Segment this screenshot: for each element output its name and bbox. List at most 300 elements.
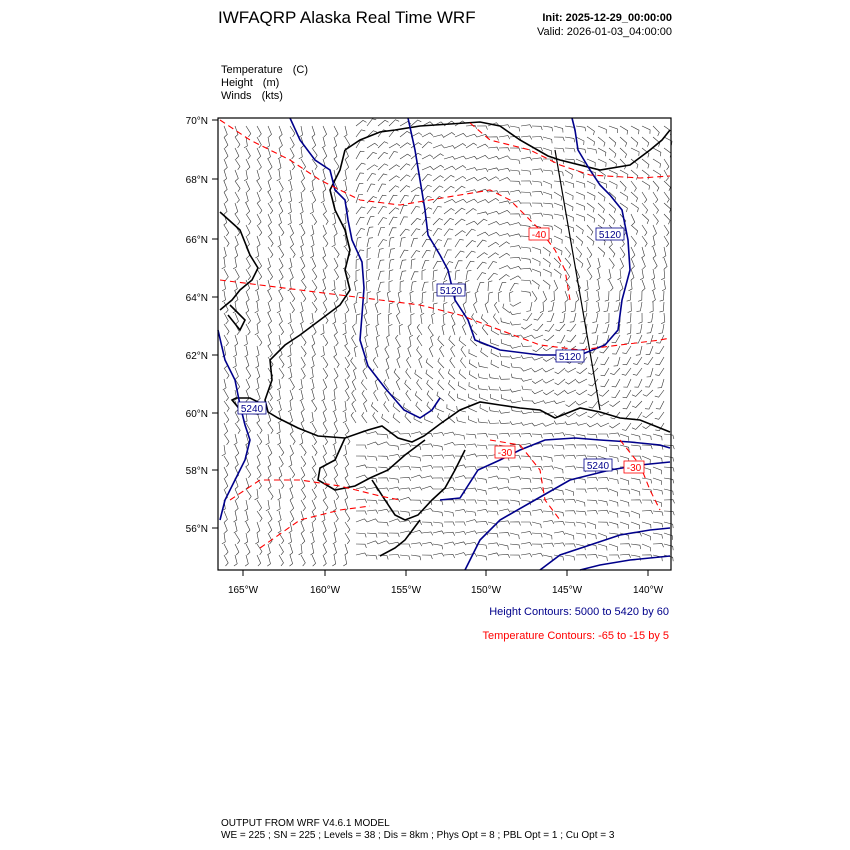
wind-barb (345, 533, 350, 544)
wind-barb (301, 225, 305, 236)
wind-barb (356, 259, 360, 269)
wind-barb (367, 541, 378, 544)
wind-barb (367, 533, 377, 538)
wind-barb (488, 177, 499, 181)
wind-barb (466, 241, 476, 248)
wind-barb (333, 500, 336, 511)
wind-barb (343, 555, 346, 566)
wind-barb (411, 432, 422, 435)
wind-barb (378, 533, 388, 537)
wind-barb (510, 302, 521, 306)
wind-barb (643, 412, 653, 418)
height-label-1: 5120 (598, 230, 622, 241)
wind-barb (477, 240, 487, 247)
wind-barb (301, 291, 306, 302)
wind-barb (343, 445, 346, 456)
wind-barb (455, 510, 466, 513)
wind-barb (499, 533, 510, 537)
wind-barb (499, 487, 510, 490)
wind-barb (301, 511, 304, 522)
wind-barb (288, 401, 291, 412)
wind-barb (510, 148, 520, 152)
wind-barb (554, 192, 562, 201)
wind-barb (554, 280, 558, 291)
wind-barb (653, 434, 662, 440)
wind-barb (367, 119, 376, 126)
wind-barb (300, 313, 303, 324)
wind-barb (554, 531, 565, 534)
wind-barb (543, 478, 552, 484)
wind-barb (662, 280, 665, 291)
wind-barb (491, 360, 499, 368)
wind-barb (334, 379, 337, 390)
wind-barb (312, 291, 317, 302)
wind-barb (648, 313, 653, 323)
wind-barb (437, 392, 444, 401)
wind-barb (499, 521, 510, 525)
wind-barb (628, 302, 632, 313)
height-label-2: 5120 (439, 286, 463, 297)
wind-barb (224, 148, 228, 159)
wind-barb (321, 346, 325, 357)
wind-barb (255, 489, 259, 500)
wind-barb (279, 258, 283, 269)
wind-barb (224, 225, 229, 236)
wind-barb (290, 302, 295, 313)
wind-barb (587, 533, 596, 539)
wind-barb (246, 368, 251, 379)
wind-barb (636, 324, 642, 334)
wind-barb (598, 192, 605, 201)
wind-barb (455, 219, 465, 225)
wind-barb (323, 489, 326, 500)
wind-barb (501, 318, 510, 324)
wind-barb (543, 400, 554, 403)
wind-barb (609, 511, 618, 518)
wind-barb (477, 555, 487, 560)
wind-barb (656, 401, 664, 409)
wind-barb (411, 120, 421, 126)
latitude-ticks (186, 116, 218, 535)
wind-barb (257, 467, 261, 478)
wind-barb (609, 126, 618, 133)
wind-barb (466, 467, 477, 471)
wind-barb (256, 170, 259, 181)
wind-barb (400, 175, 410, 181)
wind-barb (311, 390, 314, 401)
wind-barb (234, 522, 237, 533)
wind-barb (356, 184, 363, 192)
wind-barb (268, 511, 272, 522)
wind-barb (301, 335, 306, 346)
wind-barb (224, 269, 228, 280)
wind-barb (521, 192, 531, 196)
wind-barb (334, 148, 337, 159)
height-label-5: 5240 (586, 461, 610, 472)
wind-barb (363, 368, 367, 379)
wind-barb (268, 247, 273, 258)
wind-barb (576, 181, 585, 188)
wind-barb (422, 532, 433, 536)
wind-barb (433, 544, 443, 549)
wind-barb (245, 500, 248, 511)
wind-barb (255, 324, 258, 335)
wind-barb (279, 555, 284, 566)
wind-barb (576, 401, 587, 405)
wind-barb (623, 379, 631, 387)
wind-barb (488, 198, 499, 203)
wind-barb (255, 533, 258, 544)
wind-barb (310, 522, 313, 533)
wind-barb (428, 324, 433, 335)
wind-barb (312, 302, 317, 313)
wind-barb (257, 522, 260, 533)
wind-barb (245, 511, 248, 522)
wind-barb (576, 533, 586, 539)
wind-barb (499, 554, 510, 558)
wind-barb (310, 181, 313, 192)
wind-barb (235, 335, 238, 346)
wind-barb (367, 432, 378, 435)
wind-barb (323, 467, 327, 478)
wind-barb (565, 533, 574, 540)
wind-barb (422, 486, 433, 489)
wind-barb (510, 466, 521, 470)
wind-barb (593, 335, 599, 345)
wind-barb (644, 357, 653, 364)
wind-barb (587, 258, 591, 269)
wind-barb (288, 357, 292, 368)
wind-barb (664, 170, 668, 181)
wind-barb (444, 209, 455, 215)
wind-barb (288, 170, 291, 181)
wind-barb (356, 194, 363, 203)
wind-barb (378, 442, 389, 445)
wind-barb (510, 522, 521, 526)
wind-barb (576, 258, 583, 268)
wind-barb (521, 467, 531, 471)
wind-barb (334, 522, 337, 533)
wind-barb (466, 500, 477, 504)
wind-barb (422, 239, 431, 247)
wind-barb (400, 206, 407, 214)
wind-barb (378, 174, 387, 181)
wind-barb (620, 500, 629, 507)
wind-barb (576, 455, 587, 459)
wind-barb (334, 247, 339, 258)
wind-barb (300, 434, 303, 445)
wind-barb (521, 378, 532, 381)
wind-barb (605, 291, 609, 301)
wind-barb (367, 238, 373, 247)
wind-barb (400, 229, 410, 236)
wind-barb (300, 390, 303, 401)
wind-barb (576, 214, 585, 221)
wind-barb (301, 346, 306, 357)
wind-barb (510, 500, 520, 505)
wind-barb (345, 368, 350, 379)
wind-barb (620, 126, 628, 135)
wind-barb (246, 148, 250, 159)
wind-barb (610, 368, 620, 375)
wind-barb (587, 247, 592, 258)
wind-barb (312, 489, 316, 500)
wind-barb (598, 247, 605, 257)
wind-barb (532, 423, 543, 426)
wind-barb (290, 511, 294, 522)
wind-barb (268, 291, 272, 302)
wind-barb (543, 214, 553, 219)
wind-barb (466, 199, 477, 203)
wind-barb (301, 456, 306, 467)
wind-barb (433, 145, 444, 148)
wind-barb (386, 368, 389, 379)
wind-barb (257, 236, 260, 247)
wind-barb (343, 313, 347, 324)
wind-barb (532, 522, 541, 528)
wind-barb (576, 225, 583, 234)
wind-barb (571, 302, 576, 312)
wind-barb (653, 225, 657, 236)
wind-barb (257, 159, 261, 170)
wind-barb (587, 500, 597, 504)
wind-barb (609, 181, 617, 189)
wind-barb (604, 302, 609, 312)
wind-barb (367, 510, 378, 514)
wind-barb (389, 195, 397, 203)
wind-barb (365, 302, 368, 313)
wind-barb (642, 522, 651, 528)
temperature-label-2: -30 (497, 448, 513, 459)
wind-barb (661, 269, 665, 280)
wind-barb (451, 313, 455, 324)
wind-barb (334, 467, 338, 478)
wind-barb (244, 335, 248, 346)
wind-barb (477, 445, 487, 449)
longitude-label: 150°W (470, 585, 502, 596)
wind-barb (311, 357, 314, 368)
wind-barb (382, 414, 389, 423)
wind-barb (631, 434, 640, 440)
wind-barb (321, 324, 325, 335)
wind-barb (576, 555, 587, 559)
wind-barb (389, 324, 393, 335)
wind-barb (521, 355, 532, 358)
wind-barb (433, 280, 437, 291)
wind-barb (533, 324, 543, 331)
wind-barb (389, 120, 399, 126)
wind-barb (532, 466, 543, 470)
wind-barb (475, 291, 478, 302)
wind-barb (664, 522, 673, 528)
wind-barb (469, 394, 477, 401)
wind-barb (466, 444, 477, 448)
wind-barb (499, 191, 510, 195)
wind-barb (352, 335, 357, 346)
wind-barb (532, 368, 543, 372)
wind-barb (567, 324, 576, 331)
wind-barb (543, 543, 554, 547)
wind-barb (361, 380, 367, 391)
wind-barb (224, 423, 228, 434)
wind-barb (640, 269, 643, 280)
wind-barb (488, 211, 499, 214)
wind-barb (397, 302, 400, 313)
wind-barb (463, 302, 466, 313)
wind-barb (449, 380, 456, 390)
wind-barb (601, 357, 610, 365)
wind-barb (642, 544, 650, 551)
wind-barb (332, 555, 335, 566)
wind-barb (277, 423, 281, 434)
wind-barb (466, 221, 477, 225)
wind-barb (532, 158, 543, 162)
wind-barb (299, 214, 302, 225)
wind-barb (290, 225, 294, 236)
wind-barb (367, 500, 377, 504)
wind-barb (367, 227, 373, 236)
wind-barb (344, 181, 347, 192)
wind-barb (277, 170, 281, 181)
wind-barb (411, 206, 420, 214)
wind-barb (620, 522, 629, 529)
wind-barb (268, 313, 272, 324)
wind-barb (278, 280, 281, 291)
wind-barb (290, 390, 293, 401)
wind-barb (235, 500, 238, 511)
wind-barb (543, 466, 554, 470)
wind-barb (664, 181, 671, 191)
wind-barb (620, 434, 629, 441)
wind-barb (366, 280, 370, 291)
wind-barb (554, 203, 563, 210)
wind-barb (642, 214, 649, 224)
wind-barb (466, 190, 477, 193)
wind-barb (400, 443, 411, 446)
wind-barb (235, 313, 239, 324)
wind-barb (609, 433, 620, 437)
wind-barb (532, 126, 542, 130)
wind-barb (631, 269, 634, 280)
wind-barb (664, 192, 669, 203)
wind-barb (620, 181, 626, 191)
wind-barb (565, 368, 576, 372)
wind-barb (532, 269, 541, 276)
wind-barb (389, 478, 399, 483)
wind-barb (279, 291, 283, 302)
wind-barb (354, 280, 357, 291)
wind-barb (257, 148, 261, 159)
wind-barb (433, 432, 444, 435)
wind-barb (268, 346, 272, 357)
wind-barb (246, 522, 250, 533)
wind-barb (499, 467, 509, 471)
wind-barb (631, 478, 641, 484)
wind-barb (222, 291, 225, 302)
wind-barb (459, 369, 466, 379)
wind-barb (598, 148, 606, 156)
wind-barb (224, 181, 227, 192)
wind-barb (510, 257, 521, 261)
wind-barb (235, 544, 239, 555)
wind-barb (415, 391, 422, 401)
wind-barb (638, 313, 642, 324)
wind-barb (279, 467, 282, 478)
wind-barb (301, 170, 305, 181)
wind-barb (268, 335, 271, 346)
wind-barb (631, 489, 640, 496)
wind-barb (598, 477, 609, 481)
wind-barb (455, 208, 465, 214)
wind-barb (499, 387, 510, 391)
wind-barb (234, 555, 237, 566)
latitude-label: 62°N (185, 351, 208, 362)
wind-barb (632, 423, 642, 429)
wind-barb (257, 335, 262, 346)
wind-barb (455, 444, 466, 448)
wind-barb (378, 240, 387, 247)
wind-barb (268, 269, 273, 280)
wind-barb (664, 148, 671, 157)
wind-barb (510, 345, 521, 348)
longitude-label: 140°W (632, 585, 664, 596)
wind-barb (466, 143, 477, 148)
wind-barb (323, 148, 327, 159)
wind-barb (279, 126, 282, 137)
wind-barb (356, 544, 366, 548)
wind-barb (631, 148, 639, 156)
wind-barb (521, 157, 532, 160)
wind-barb (642, 159, 649, 168)
wind-barb (469, 382, 477, 390)
wind-barb (323, 203, 327, 214)
wind-barb (433, 500, 443, 505)
wind-barb (224, 203, 227, 214)
wind-barb (488, 232, 499, 236)
wind-barb (389, 519, 400, 522)
wind-barb (377, 313, 381, 324)
wind-barb (398, 346, 401, 357)
wind-barb (266, 137, 269, 148)
wind-barb (290, 434, 295, 445)
wind-barb (356, 475, 367, 478)
wind-barb (444, 199, 455, 203)
wind-barb (488, 500, 498, 505)
wind-barb (356, 120, 367, 126)
wind-barb (444, 250, 452, 258)
wind-barb (415, 370, 422, 379)
wind-barb (411, 259, 415, 269)
wind-barb (598, 170, 605, 179)
temperature-contours (220, 120, 670, 548)
wind-barb (278, 335, 281, 346)
latitude-label: 58°N (185, 466, 208, 477)
wind-barb (482, 325, 488, 335)
wind-barb (279, 313, 282, 324)
wind-barb (477, 283, 484, 291)
wind-barb (433, 154, 444, 159)
wind-barb (488, 242, 499, 247)
wind-barb (598, 500, 608, 506)
wind-barb (279, 357, 284, 368)
wind-barb (312, 335, 315, 346)
wind-barb (279, 137, 282, 148)
wind-barb (627, 291, 631, 301)
wind-barb (400, 186, 410, 192)
wind-barb (378, 282, 385, 291)
wind-barb (655, 346, 664, 354)
wind-barb (422, 155, 433, 159)
